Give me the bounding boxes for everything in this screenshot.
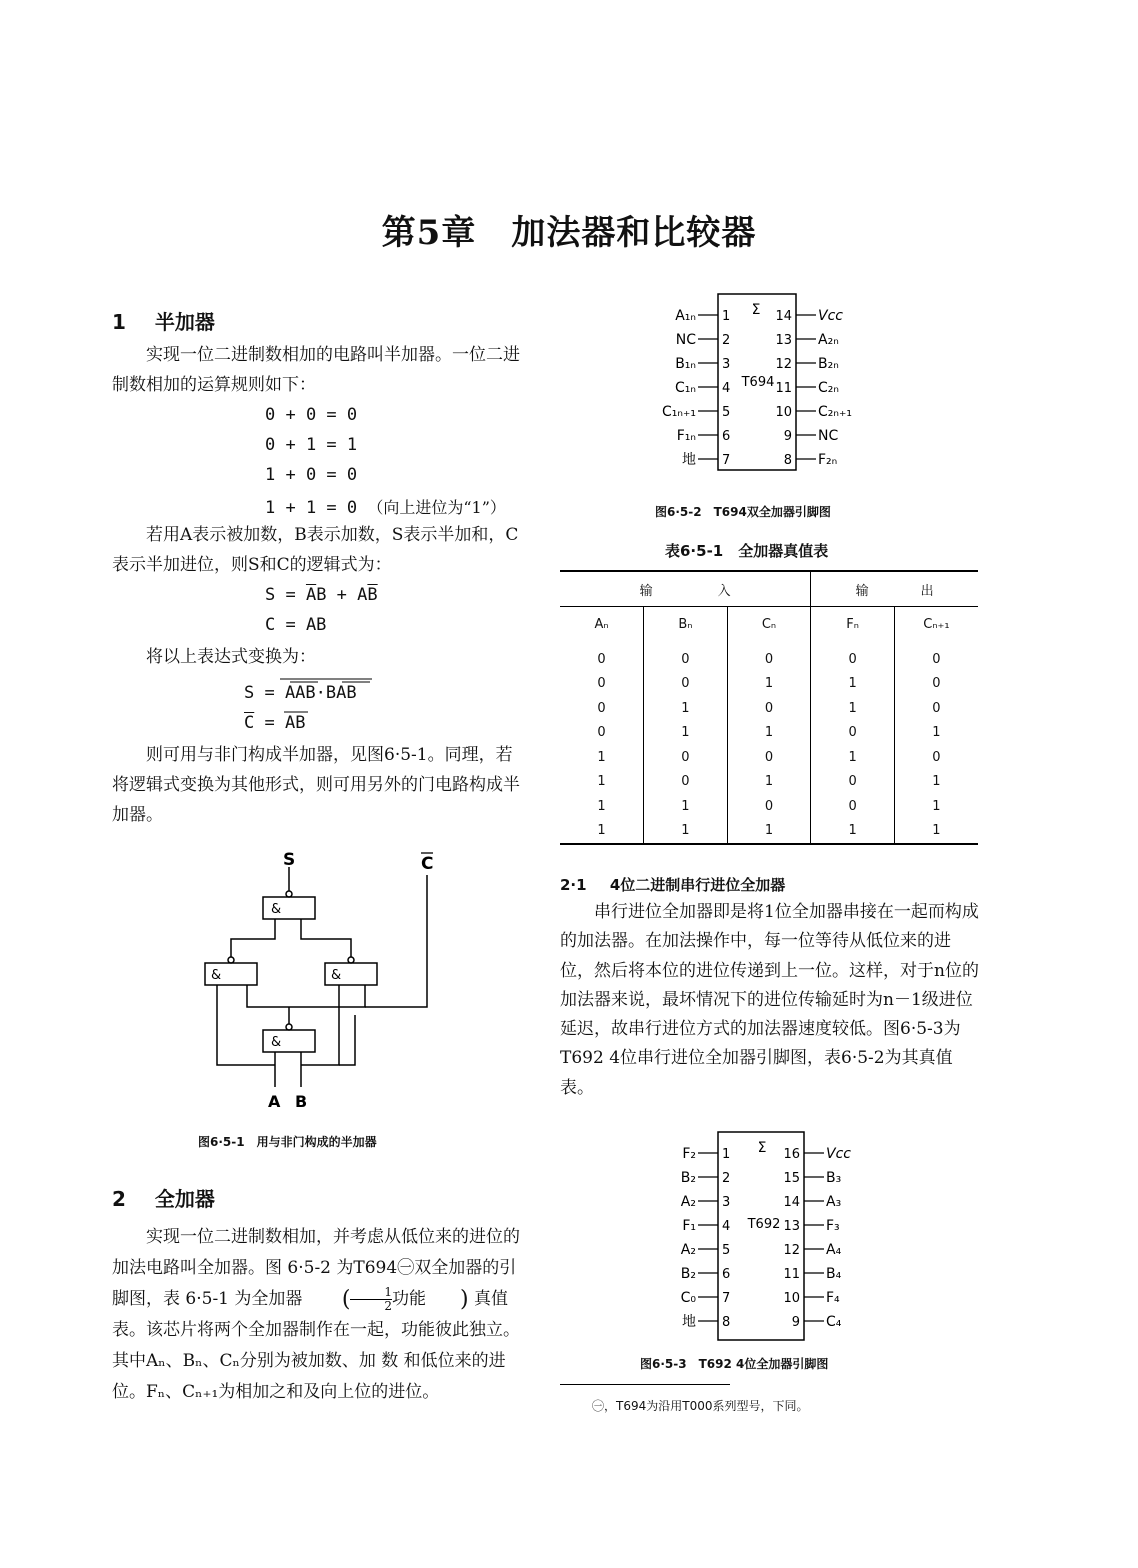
- pin-label: B₃: [826, 1170, 842, 1186]
- table651-title: 表6·5-1 全加器真值表: [665, 542, 829, 560]
- table-row: [560, 819, 978, 845]
- eq2-c-lhs: $\overline{C}$: [244, 713, 255, 733]
- pin-number: 16: [783, 1147, 800, 1162]
- table-row: [560, 672, 978, 697]
- half-adder-circuit: [195, 845, 455, 1115]
- table-cell: 0: [560, 696, 644, 721]
- table-cell: 0: [560, 721, 644, 746]
- pin-number: 9: [791, 1315, 800, 1330]
- table-cell: 1: [560, 745, 644, 770]
- section1-para3: 将以上表达式变换为：: [146, 647, 316, 667]
- table-cell: 1: [560, 770, 644, 795]
- pin-label: A₄: [826, 1242, 842, 1258]
- pin-number: 4: [722, 381, 731, 396]
- pin-number: 15: [783, 1171, 800, 1186]
- pin-number: 12: [775, 357, 792, 372]
- section21-number: 2·1: [560, 876, 587, 894]
- pin-label: A₃: [826, 1194, 842, 1210]
- table-group-input: 输 入: [560, 571, 811, 607]
- pin-number: 13: [775, 333, 792, 348]
- pin-label: F₄: [826, 1290, 840, 1306]
- footnote: ㊀，T694为沿用T000系列型号，下同。: [592, 1399, 809, 1413]
- section1-para1: 实现一位二进制数相加的电路叫半加器。一位二进制数相加的运算规则如下：: [112, 345, 520, 395]
- gate-symbol-left: &: [211, 968, 222, 983]
- table-cell: 0: [932, 676, 941, 692]
- table-cell: 1: [560, 819, 644, 845]
- pin-number: 3: [722, 1195, 731, 1210]
- rule-3: 1 + 0 = 0: [265, 465, 358, 485]
- frac-half: [350, 1286, 392, 1313]
- eq2-c-rhs: = AB: [254, 713, 306, 733]
- section2-para1-end: 真值表。该芯片将两个全加器制作在一起，功能彼此独立。其中Aₙ、Bₙ、Cₙ分别为被加数、加 数 和低位来的进位。Fₙ、Cₙ₊₁为相加之和及向上位的进位。: [112, 1289, 520, 1402]
- pin-number: 9: [783, 429, 792, 444]
- chip-t694-diagram: [630, 290, 900, 480]
- pin-label: F₃: [826, 1218, 840, 1234]
- fig652-caption: 图6·5-2 T694双全加器引脚图: [655, 505, 831, 519]
- eq2-s: [244, 683, 357, 703]
- chip-t692-diagram: [640, 1128, 900, 1344]
- table-header-bn: Bₙ: [644, 607, 728, 642]
- section2-number: 2: [112, 1187, 126, 1211]
- pin-label: Vcc: [826, 1146, 851, 1162]
- table-header-cn: Cₙ: [727, 607, 811, 642]
- pin-label: C₄: [826, 1314, 842, 1330]
- pin-label: B₄: [826, 1266, 842, 1282]
- pin-label: C₂ₙ₊₁: [818, 404, 852, 420]
- pin-number: 6: [722, 1267, 731, 1282]
- label-b: B: [295, 1092, 308, 1111]
- pin-number: 11: [783, 1267, 800, 1282]
- label-s: S: [283, 850, 296, 870]
- label-a: A: [268, 1092, 281, 1111]
- pin-number: 8: [783, 453, 792, 468]
- section21-para: 串行进位全加器即是将1位全加器串接在一起而构成的加法器。在加法操作中，每一位等待从低位来的进位，然后将本位的进位传递到上一位。这样，对于n位的加法器来说，最坏情况下的进位传输延时为n－1级进位延迟，故串行进位方式的加法器速度较低。图6·5-3为T692 4位串行进位全加器引脚图，表6·5-2为其真值表。: [560, 902, 979, 1098]
- section2-para1-text: 实现一位二进制数相加，并考虑从低位来的进位的加法电路叫全加器。图 6·5-2 为T694㊀双全加器的引脚图，表 6·5-1 为全加器: [112, 1227, 520, 1309]
- table-cell: 1: [811, 672, 895, 697]
- table-row: [560, 770, 978, 795]
- table-header-fn: Fₙ: [811, 607, 895, 642]
- table-row: [560, 641, 978, 672]
- section21-title: 4位二进制串行进位全加器: [609, 876, 786, 894]
- table-cell: 1: [932, 774, 941, 790]
- rule-4-line: [265, 495, 506, 518]
- table-cell: 0: [727, 794, 811, 819]
- section2-title: 全加器: [154, 1187, 215, 1211]
- table-cell: 0: [727, 641, 811, 672]
- table-cell: 0: [560, 672, 644, 697]
- footnote-rule: [560, 1384, 730, 1385]
- table-cell: 1: [811, 745, 895, 770]
- table-cell: 1: [727, 819, 811, 845]
- table-row: [560, 721, 978, 746]
- table-group-output: 输 出: [811, 571, 978, 607]
- pin-label: 地: [682, 1314, 696, 1330]
- pin-label: F₁ₙ: [676, 428, 696, 444]
- pin-number: 10: [783, 1291, 800, 1306]
- table-cell: 0: [727, 696, 811, 721]
- pin-number: 7: [722, 453, 731, 468]
- table-cell: 0: [644, 745, 728, 770]
- pin-label: B₁ₙ: [675, 356, 696, 372]
- table-cell: 1: [811, 696, 895, 721]
- pin-label: A₂ₙ: [818, 332, 839, 348]
- pin-number: 1: [722, 309, 731, 324]
- section2-heading: [112, 1183, 215, 1212]
- eq2-c: [244, 713, 305, 733]
- gate-symbol-top: &: [271, 902, 282, 917]
- pin-number: 2: [722, 1171, 731, 1186]
- table-cell: 0: [932, 700, 941, 716]
- table-cell: 0: [811, 721, 895, 746]
- pin-label: C₁ₙ: [675, 380, 696, 396]
- pin-number: 3: [722, 357, 731, 372]
- pin-number: 1: [722, 1147, 731, 1162]
- eq2-c-overbar: [284, 710, 308, 716]
- section1-para4: 则可用与非门构成半加器，见图6·5-1。同理，若将逻辑式变换为其他形式，则可用另外的门电路构成半加器。: [112, 745, 520, 825]
- label-c-bar: C: [421, 854, 434, 874]
- pin-label: F₂ₙ: [818, 452, 838, 468]
- chapter-title: 第5章 加法器和比较器: [381, 213, 757, 253]
- table-row: [560, 794, 978, 819]
- section21-heading: [560, 874, 785, 895]
- gate-symbol-bottom: &: [271, 1035, 282, 1050]
- table-cell: 0: [811, 794, 895, 819]
- eq-s-lhs: S =: [265, 585, 306, 605]
- table-cell: 1: [727, 770, 811, 795]
- pin-label: B₂ₙ: [818, 356, 839, 372]
- frac-open: (: [341, 1287, 351, 1312]
- table-cell: 1: [932, 725, 941, 741]
- pin-number: 8: [722, 1315, 731, 1330]
- table-cell: 0: [727, 745, 811, 770]
- table-cell: 0: [932, 651, 941, 667]
- table-cell: 0: [811, 770, 895, 795]
- table-cell: 1: [727, 721, 811, 746]
- table-cell: 0: [644, 641, 728, 672]
- table-cell: 1: [727, 672, 811, 697]
- pin-number: 7: [722, 1291, 731, 1306]
- pin-number: 5: [722, 405, 731, 420]
- pin-label: C₀: [680, 1290, 696, 1306]
- table-cell: 0: [644, 770, 728, 795]
- pin-number: 14: [783, 1195, 800, 1210]
- table-header-an: Aₙ: [560, 607, 644, 642]
- fig653-caption: 图6·5-3 T692 4位全加器引脚图: [640, 1357, 829, 1371]
- table-cell: 1: [932, 798, 941, 814]
- table-cell: 1: [644, 721, 728, 746]
- pin-label: A₁ₙ: [675, 308, 696, 324]
- pin-number: 5: [722, 1243, 731, 1258]
- table-row: [560, 696, 978, 721]
- eq-s-a-bar: $\overline{A}$: [305, 585, 317, 605]
- table-cell: 0: [644, 672, 728, 697]
- chip-t692-sigma: Σ: [757, 1140, 767, 1156]
- eq-s-b-bar: $\overline{B}$: [367, 585, 378, 605]
- pin-label: C₁ₙ₊₁: [662, 404, 696, 420]
- pin-label: F₁: [682, 1218, 696, 1234]
- table-cell: 1: [894, 819, 978, 845]
- pin-number: 13: [783, 1219, 800, 1234]
- table-cell: 0: [560, 641, 644, 672]
- table-cell: 1: [644, 819, 728, 845]
- pin-number: 12: [783, 1243, 800, 1258]
- eq-s: [265, 585, 378, 605]
- eq-s-mid: B + A: [316, 585, 368, 605]
- frac-close: ): [460, 1287, 469, 1312]
- pin-number: 14: [775, 309, 792, 324]
- fig651-caption: 图6·5-1 用与非门构成的半加器: [198, 1135, 377, 1149]
- pin-number: 10: [775, 405, 792, 420]
- section1-number: 1: [112, 310, 126, 334]
- truth-table: [560, 570, 978, 845]
- pin-number: 11: [775, 381, 792, 396]
- pin-label: Vcc: [818, 308, 843, 324]
- section2-frac-word: 功能: [392, 1289, 427, 1309]
- eq2-s-text: S = AAB·BAB: [244, 683, 357, 703]
- pin-number: 4: [722, 1219, 731, 1234]
- table-row: [560, 745, 978, 770]
- table-cell: 1: [811, 819, 895, 845]
- eq-c: C = AB: [265, 615, 327, 635]
- pin-label: NC: [675, 332, 696, 348]
- gate-symbol-right: &: [331, 968, 342, 983]
- frac-num: 1: [350, 1286, 392, 1300]
- pin-label: NC: [818, 428, 839, 444]
- pin-label: 地: [682, 452, 696, 468]
- table-cell: 1: [644, 696, 728, 721]
- pin-label: C₂ₙ: [818, 380, 839, 396]
- rule-1: 0 + 0 = 0: [265, 405, 358, 425]
- pin-label: B₂: [680, 1170, 696, 1186]
- rule-4-note: （向上进位为“1”）: [367, 498, 506, 517]
- eq2-s-overbars: [280, 677, 372, 687]
- table-cell: 1: [644, 794, 728, 819]
- table-header-cn1: Cₙ₊₁: [894, 607, 978, 642]
- section2-para1: [112, 1222, 526, 1408]
- chip-t694-name: T694: [741, 375, 775, 390]
- rule-2: 0 + 1 = 1: [265, 435, 358, 455]
- rule-4: 1 + 1 = 0: [265, 498, 358, 518]
- table-cell: 0: [811, 641, 895, 672]
- pin-label: F₂: [682, 1146, 696, 1162]
- pin-label: B₂: [680, 1266, 696, 1282]
- section1-para2: 若用A表示被加数，B表示加数，S表示半加和，C表示半加进位，则S和C的逻辑式为：: [112, 525, 519, 575]
- section1-title: 半加器: [154, 310, 215, 334]
- pin-label: A₂: [680, 1194, 696, 1210]
- chip-t692-body: [718, 1132, 804, 1340]
- chip-t692-name: T692: [747, 1217, 781, 1232]
- frac-den: 2: [384, 1299, 393, 1313]
- table-cell: 0: [932, 749, 941, 765]
- table-cell: 1: [560, 794, 644, 819]
- pin-number: 2: [722, 333, 731, 348]
- section1-heading: [112, 306, 215, 335]
- chip-t694-sigma: Σ: [751, 302, 761, 318]
- pin-number: 6: [722, 429, 731, 444]
- pin-label: A₂: [680, 1242, 696, 1258]
